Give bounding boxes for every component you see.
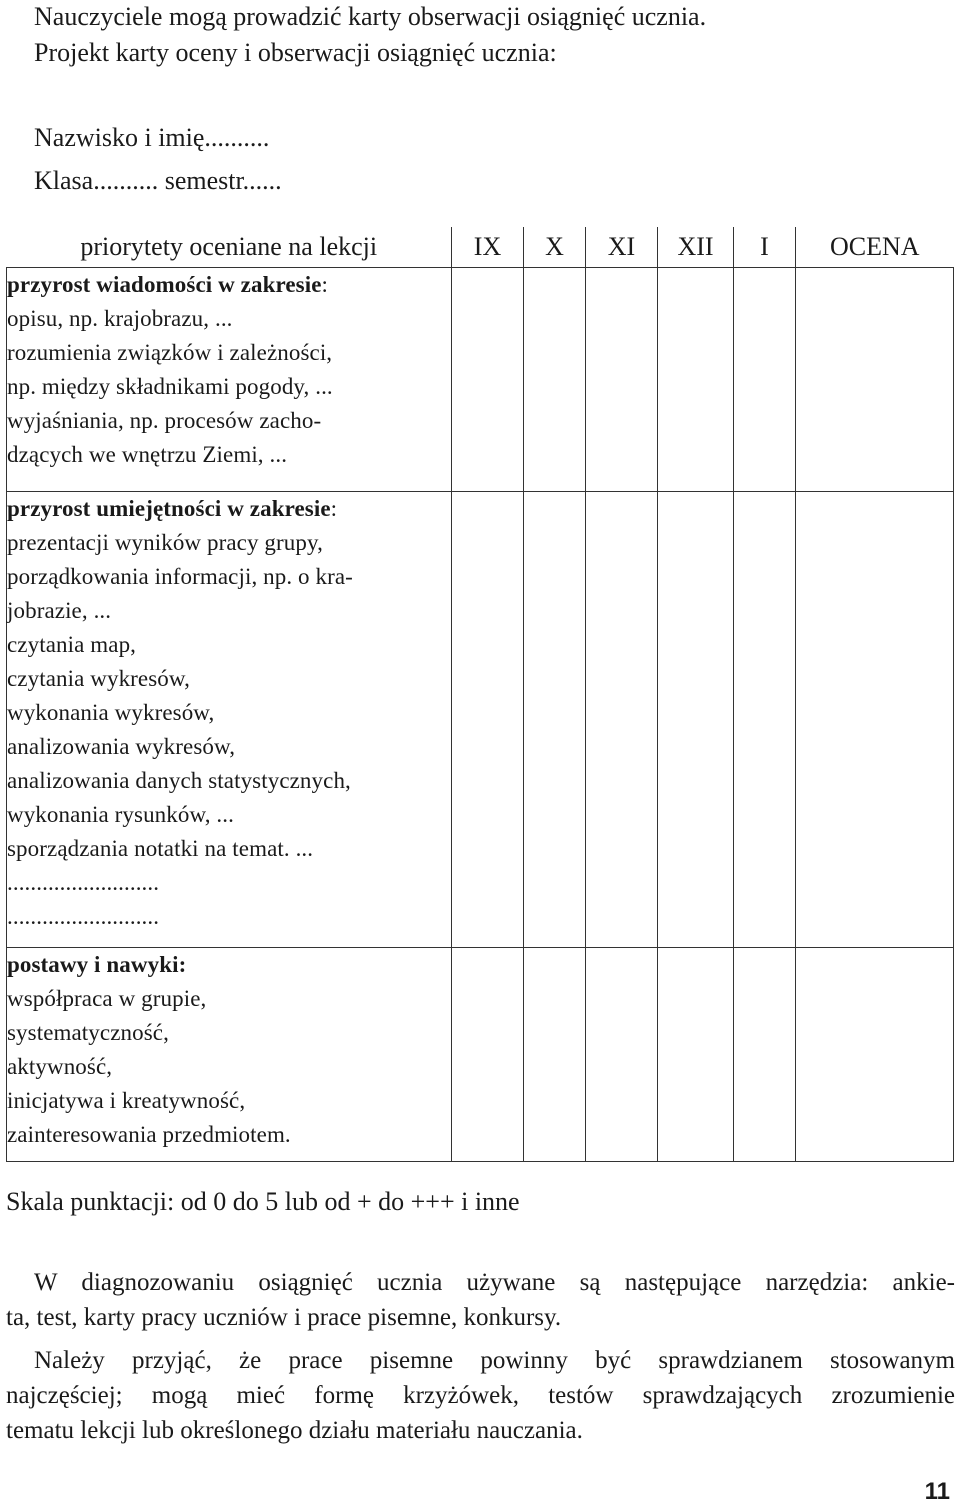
list-item: sporządzania notatki na temat. ... <box>7 836 314 861</box>
scale-note: Skala punktacji: od 0 do 5 lub od + do +++ i inne <box>6 1187 520 1216</box>
grade-cell[interactable] <box>586 268 658 492</box>
grade-cell[interactable] <box>658 268 734 492</box>
section-heading: przyrost umiejętności w zakresie <box>7 496 331 521</box>
grade-cell[interactable] <box>734 948 796 1162</box>
grade-cell[interactable] <box>524 268 586 492</box>
paragraph-line: ta, test, karty pracy uczniów i prace pisemne, konkursy. <box>6 1304 562 1331</box>
grade-cell[interactable] <box>734 268 796 492</box>
list-item: zainteresowania przedmiotem. <box>7 1122 291 1147</box>
grade-cell[interactable] <box>452 492 524 948</box>
list-item: czytania map, <box>7 632 137 657</box>
section-heading-suffix: : <box>321 272 329 297</box>
list-item: współpraca w grupie, <box>7 986 207 1011</box>
observation-card-table <box>6 227 954 1162</box>
list-item: .......................... <box>7 870 160 895</box>
header-grade: OCENA <box>796 227 954 268</box>
list-item: analizowania danych statystycznych, <box>7 768 351 793</box>
page-number: 11 <box>924 1478 950 1505</box>
grade-cell[interactable] <box>524 492 586 948</box>
grade-cell[interactable] <box>658 492 734 948</box>
final-grade-cell[interactable] <box>796 268 954 492</box>
header-month-xi: XI <box>586 227 658 268</box>
section-heading: przyrost wiadomości w zakresie <box>7 272 322 297</box>
grade-cell[interactable] <box>452 268 524 492</box>
grade-cell[interactable] <box>524 948 586 1162</box>
list-item: .......................... <box>7 904 160 929</box>
table-header-row <box>7 227 954 268</box>
section-heading-suffix: : <box>330 496 338 521</box>
list-item: wykonania rysunków, ... <box>7 802 234 827</box>
grade-cell[interactable] <box>586 492 658 948</box>
header-month-i: I <box>734 227 796 268</box>
list-item: systematyczność, <box>7 1020 169 1045</box>
list-item: analizowania wykresów, <box>7 734 236 759</box>
list-item: opisu, np. krajobrazu, ... <box>7 306 233 331</box>
grade-cell[interactable] <box>586 948 658 1162</box>
header-month-xii: XII <box>658 227 734 268</box>
intro-line-2: Projekt karty oceny i obserwacji osiągnięć ucznia: <box>34 38 557 67</box>
list-item: np. między składnikami pogody, ... <box>7 374 333 399</box>
list-item: rozumienia związków i zależności, <box>7 340 333 365</box>
table-row <box>7 948 954 1162</box>
list-item: wykonania wykresów, <box>7 700 215 725</box>
grade-cell[interactable] <box>452 948 524 1162</box>
intro-line-1: Nauczyciele mogą prowadzić karty obserwacji osiągnięć ucznia. <box>34 2 707 31</box>
paragraph-line: W diagnozowaniu osiągnięć ucznia używane są następujące narzędzia: ankie- <box>34 1269 955 1296</box>
grade-cell[interactable] <box>734 492 796 948</box>
header-month-x: X <box>524 227 586 268</box>
paragraph-line: tematu lekcji lub określonego działu materiału nauczania. <box>6 1417 583 1444</box>
list-item: dzących we wnętrzu Ziemi, ... <box>7 442 288 467</box>
paragraph-line: najczęściej; mogą mieć formę krzyżówek, testów sprawdzających zrozumienie <box>6 1382 955 1409</box>
paragraph-written-work <box>6 1343 955 1448</box>
list-item: aktywność, <box>7 1054 113 1079</box>
list-item: inicjatywa i kreatywność, <box>7 1088 246 1113</box>
header-priorities: priorytety oceniane na lekcji <box>7 227 452 268</box>
list-item: czytania wykresów, <box>7 666 190 691</box>
section-heading: postawy i nawyki: <box>7 952 187 977</box>
list-item: wyjaśniania, np. procesów zacho- <box>7 408 322 433</box>
knowledge-cell <box>7 268 452 492</box>
list-item: porządkowania informacji, np. o kra- <box>7 564 353 589</box>
skills-cell <box>7 492 452 948</box>
list-item: prezentacji wyników pracy grupy, <box>7 530 323 555</box>
final-grade-cell[interactable] <box>796 492 954 948</box>
list-item: jobrazie, ... <box>7 598 112 623</box>
attitudes-cell <box>7 948 452 1162</box>
table-row <box>7 268 954 492</box>
header-month-ix: IX <box>452 227 524 268</box>
paragraph-tools <box>6 1265 955 1335</box>
grade-cell[interactable] <box>658 948 734 1162</box>
paragraph-line: Należy przyjąć, że prace pisemne powinny być sprawdzianem stosowanym <box>34 1347 955 1374</box>
class-semester-line: Klasa.......... semestr...... <box>34 166 282 195</box>
name-field-line: Nazwisko i imię.......... <box>34 123 270 152</box>
table-row <box>7 492 954 948</box>
final-grade-cell[interactable] <box>796 948 954 1162</box>
